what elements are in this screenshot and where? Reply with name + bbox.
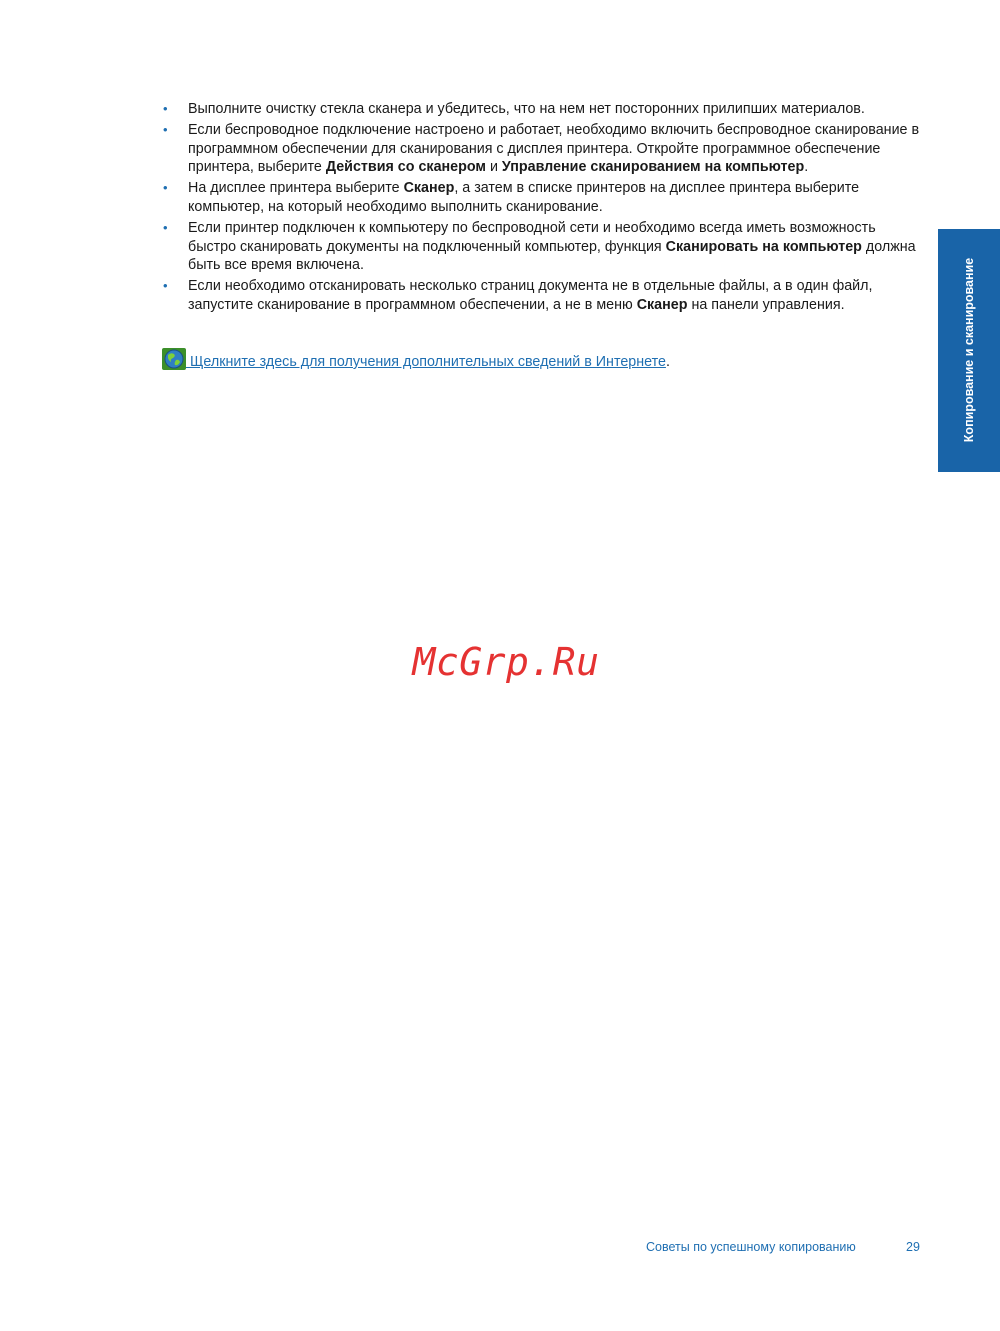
bullet-dot-icon: • xyxy=(163,121,168,137)
bullet-dot-icon: • xyxy=(163,278,168,294)
bullet-bold-term: Сканер xyxy=(403,180,455,197)
bullet-text: должна быть все время включена. xyxy=(188,238,916,274)
bullet-list xyxy=(161,100,921,317)
bullet-item xyxy=(161,179,921,217)
bullet-item xyxy=(161,277,921,315)
bullet-bold-term: Сканер xyxy=(636,296,688,313)
bullet-text: , а затем в списке принтеров на дисплее принтера выберите компьютер, на который необходимо выполнить сканирование. xyxy=(188,180,860,215)
watermark-text: McGrp.Ru xyxy=(412,640,600,684)
bullet-text: . xyxy=(804,159,809,176)
link-suffix: . xyxy=(665,354,670,370)
footer-section-title: Советы по успешному копированию xyxy=(646,1240,856,1254)
bullet-bold-term: Сканировать на компьютер xyxy=(665,238,862,255)
bullet-item xyxy=(161,100,921,119)
chapter-side-tab xyxy=(938,229,1000,472)
footer-page-number: 29 xyxy=(906,1240,920,1254)
bullet-item xyxy=(161,121,921,177)
bullet-text: Если беспроводное подключение настроено и работает, необходимо включить беспроводное сканирование в программном обеспечении для сканирования с дисплея принтера. Откройте программное обеспечение принтера, выберите xyxy=(188,121,920,176)
bullet-dot-icon: • xyxy=(163,101,168,116)
bullet-dot-icon: • xyxy=(163,219,168,235)
online-info-link-row xyxy=(162,348,670,372)
bullet-text: на панели управления. xyxy=(687,296,845,313)
chapter-side-tab-label: Копирование и сканирование xyxy=(962,257,976,443)
bullet-text: На дисплее принтера выберите xyxy=(188,180,404,197)
globe-icon xyxy=(162,348,186,370)
bullet-text: Выполните очистку стекла сканера и убедитесь, что на нем нет посторонних прилипших материалов. xyxy=(188,101,865,117)
online-info-link[interactable]: Щелкните здесь для получения дополнительных сведений в Интернете xyxy=(186,354,666,370)
bullet-text: и xyxy=(485,159,502,176)
bullet-bold-term: Управление сканированием на компьютер xyxy=(501,159,805,176)
bullet-dot-icon: • xyxy=(163,180,168,196)
bullet-item xyxy=(161,219,921,275)
bullet-bold-term: Действия со сканером xyxy=(325,159,486,176)
bullet-text: Если необходимо отсканировать несколько страниц документа не в отдельные файлы, а в один файл, запустите сканирование в программном обеспечении, а не в меню xyxy=(188,278,873,313)
bullet-text: Если принтер подключен к компьютеру по беспроводной сети и необходимо всегда иметь возможность быстро сканировать документы на подключенный компьютер, функция xyxy=(188,219,876,255)
